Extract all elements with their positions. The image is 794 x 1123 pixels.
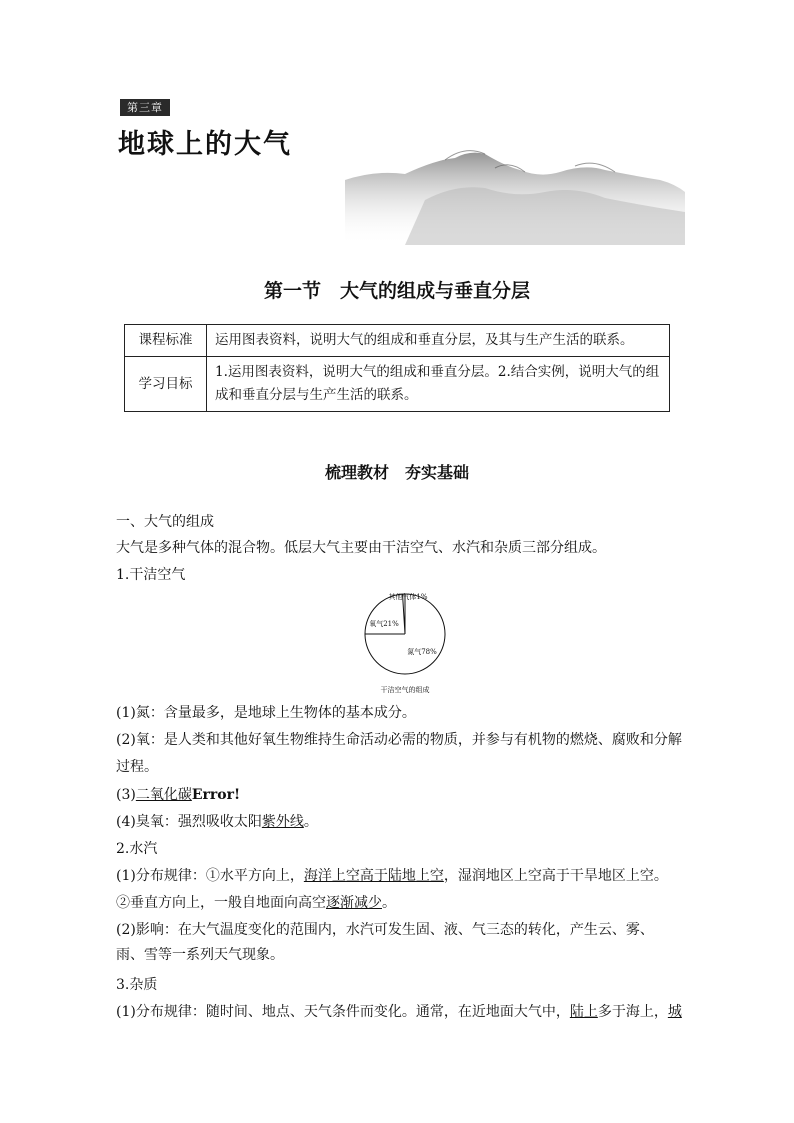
heading-vapor: 2.水汽	[116, 841, 158, 857]
blank-answer: 氮	[135, 705, 150, 721]
item-ozone: (4)臭氧：强烈吸收太阳紫外线。	[116, 814, 318, 830]
item-vapor-effect: (2)影响：在大气温度变化的范围内，水汽可发生固、液、气三态的转化，产生云、雾、雨、雪等一系列天气现象。	[116, 922, 654, 963]
slice-label-oxygen: 氧气21%	[369, 620, 399, 628]
paragraph: 大气是多种气体的混合物。低层大气主要由干洁空气、水汽和杂质三部分组成。	[116, 540, 606, 556]
blank-answer: 氧	[135, 732, 150, 748]
section-title: 第一节 大气的组成与垂直分层	[263, 280, 530, 302]
chapter-tag: 第三章	[120, 99, 170, 116]
standards-table	[124, 324, 670, 412]
blank-answer: 城	[667, 1004, 682, 1020]
table-cell: 1.运用图表资料，说明大气的组成和垂直分层。2.结合实例，说明大气的组成和垂直分层与生产生活的联系。	[207, 357, 670, 412]
error-text: Error!	[191, 787, 241, 803]
blank-answer: 紫外线	[261, 814, 304, 830]
item-co2: (3)二氧化碳Error!	[116, 787, 241, 803]
pie-chart	[355, 588, 455, 696]
blank-answer: 逐渐减少	[326, 895, 382, 911]
sub-heading: 梳理教材 夯实基础	[324, 463, 469, 482]
table-label: 学习目标	[125, 357, 207, 412]
table-label: 课程标准	[125, 325, 207, 357]
item-oxygen-cont: 过程。	[116, 759, 158, 775]
blank-answer: 陆上	[569, 1004, 598, 1020]
item-vapor-2: ②垂直方向上，一般自地面向高空逐渐减少。	[116, 895, 396, 911]
item-oxygen: (2)氧：是人类和其他好氧生物维持生命活动必需的物质，并参与有机物的燃烧、腐败和分解	[116, 732, 682, 748]
blank-answer: 海洋上空高于陆地上空	[303, 868, 444, 884]
table-cell: 运用图表资料，说明大气的组成和垂直分层，及其与生产生活的联系。	[207, 325, 670, 357]
heading-dry-air: 1.干洁空气	[116, 567, 186, 583]
slice-label-nitrogen: 氮气78%	[407, 648, 437, 656]
chart-title: 干洁空气的组成	[380, 686, 430, 694]
heading-impurity: 3.杂质	[116, 977, 158, 993]
item-nitrogen: (1)氮：含量最多，是地球上生物体的基本成分。	[116, 705, 416, 721]
table-row	[125, 325, 670, 357]
table-row	[125, 357, 670, 412]
slice-label-other: 其他气体1%	[388, 593, 428, 601]
mountain-illustration	[345, 140, 685, 245]
item-vapor-1: (1)分布规律：①水平方向上，海洋上空高于陆地上空，湿润地区上空高于干旱地区上空。	[116, 868, 668, 884]
chapter-title: 地球上的大气	[118, 129, 292, 160]
item-impurity-1: (1)分布规律：随时间、地点、天气条件而变化。通常，在近地面大气中，陆上多于海上，城	[116, 1004, 682, 1020]
heading-composition: 一、大气的组成	[116, 514, 214, 530]
blank-answer: 二氧化碳	[135, 787, 192, 803]
